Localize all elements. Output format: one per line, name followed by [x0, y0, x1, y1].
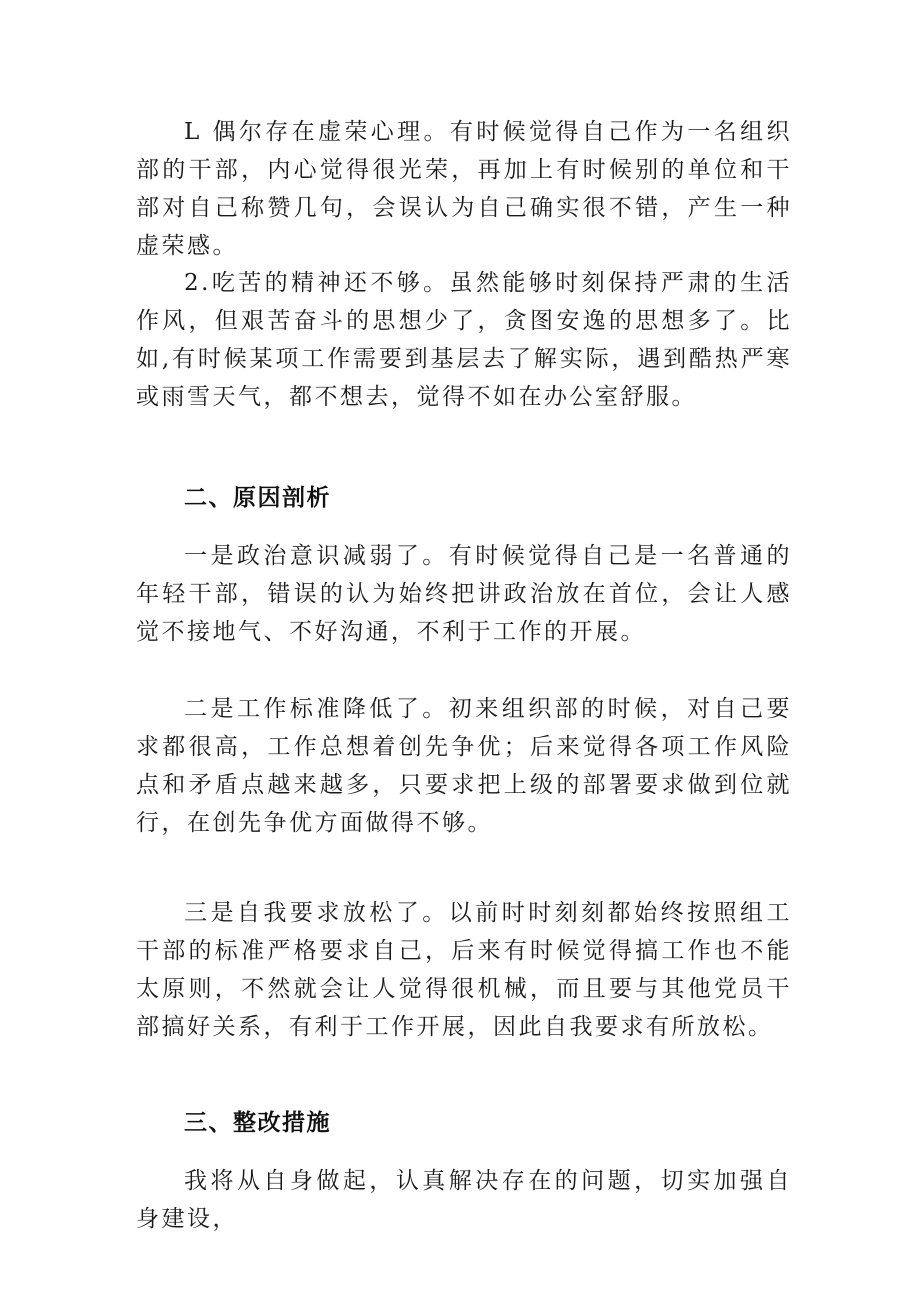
paragraph-vanity	[136, 113, 792, 265]
paragraph-text: 我将从自身做起，认真解决存在的问题，切实加强自身建设，	[136, 1168, 792, 1232]
paragraph-self-discipline	[136, 894, 792, 1046]
paragraph-political-awareness	[136, 537, 792, 651]
paragraph-closing	[136, 1162, 792, 1238]
section-heading-rectification: 三、整改措施	[184, 1110, 331, 1136]
section-heading-cause-analysis: 二、原因剖析	[184, 485, 331, 511]
paragraph-text: 一是政治意识减弱了。有时候觉得自己是一名普通的年轻干部，错误的认为始终把讲政治放在首位，会让人感觉不接地气、不好沟通，不利于工作的开展。	[136, 543, 792, 645]
paragraph-text: 三是自我要求放松了。以前时时刻刻都始终按照组工干部的标准严格要求自己，后来有时候觉得搞工作也不能太原则，不然就会让人觉得很机械，而且要与其他党员干部搞好关系，有利于工作开展，因此自我要求有所放松。	[136, 900, 792, 1040]
paragraph-text: L 偶尔存在虚荣心理。有时候觉得自己作为一名组织部的干部，内心觉得很光荣，再加上有时候别的单位和干部对自己称赞几句，会误认为自己确实很不错，产生一种虚荣感。	[136, 119, 792, 259]
paragraph-work-standard	[136, 690, 792, 842]
paragraph-text: 二是工作标准降低了。初来组织部的时候，对自己要求都很高，工作总想着创先争优；后来觉得各项工作风险点和矛盾点越来越多，只要求把上级的部署要求做到位就行，在创先争优方面做得不够。	[136, 696, 792, 836]
paragraph-text: 2.吃苦的精神还不够。虽然能够时刻保持严肃的生活作风，但艰苦奋斗的思想少了，贪图安逸的思想多了。比如,有时候某项工作需要到基层去了解实际，遇到酷热严寒或雨雪天气，都不想去，觉得不如在办公室舒服。	[136, 270, 792, 410]
paragraph-hardship	[136, 264, 792, 416]
